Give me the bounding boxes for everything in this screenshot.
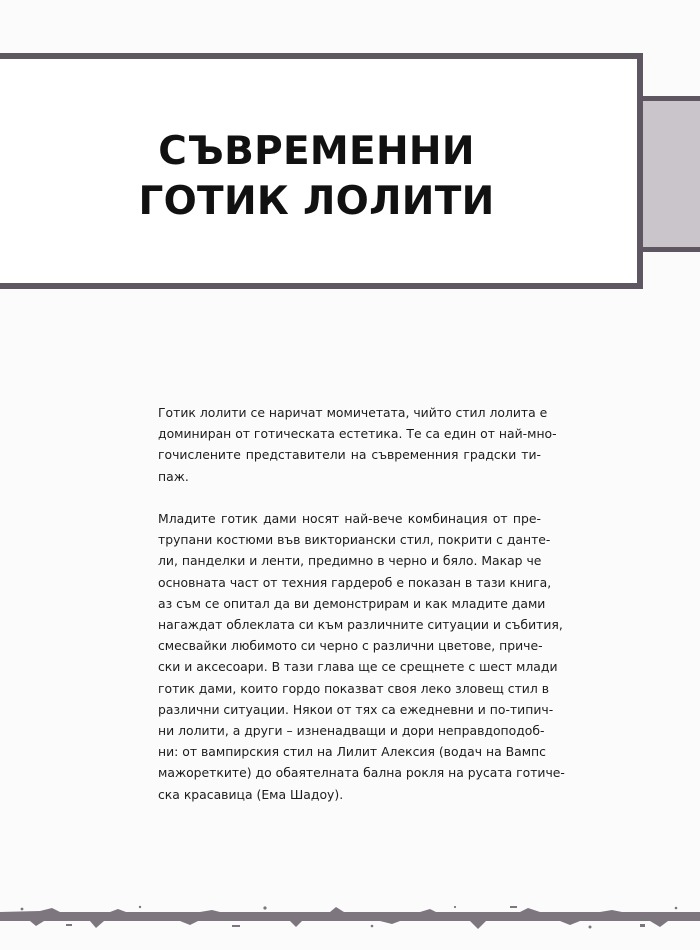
body-text — [158, 402, 565, 826]
text-line: ски и аксесоари. В тази глава ще се срещнете с шест млади — [158, 659, 558, 675]
text-line: мажоретките) до обаятелната бална рокля на русата готиче- — [158, 765, 565, 781]
text-line: ни лолити, а други – изненадващи и дори неправдоподоб- — [158, 723, 545, 739]
text-line: ни: от вампирския стил на Лилит Алексия (водач на Вампс — [158, 744, 546, 760]
text-line: Младите готик дами носят най-вече комбинация от пре- — [158, 511, 541, 526]
paragraph-1 — [158, 402, 557, 487]
text-line: различни ситуации. Някои от тях са ежедневни и по-типич- — [158, 701, 554, 717]
chapter-title-line-1: СЪВРЕМЕННИ — [158, 129, 475, 174]
paragraph-2 — [158, 508, 565, 805]
text-line: смесвайки любимото си черно с различни цветове, приче- — [158, 638, 543, 654]
text-line: доминиран от готическата естетика. Те са един от най-мно- — [158, 426, 557, 442]
side-tab-decoration — [640, 96, 700, 252]
text-line: нагаждат облеклата си към различните ситуации и събития, — [158, 617, 563, 633]
text-line: основната част от техния гардероб е показан в тази книга, — [158, 574, 552, 590]
text-line: готик дами, които гордо показват своя леко зловещ стил в — [158, 680, 550, 696]
title-box — [0, 53, 643, 289]
chapter-title — [0, 127, 637, 227]
text-line: аз съм се опитал да ви демонстрирам и как младите дами — [158, 595, 546, 611]
text-line: ска красавица (Ема Шадоу). — [158, 786, 344, 802]
text-line: ли, панделки и ленти, предимно в черно и бяло. Макар че — [158, 553, 542, 569]
text-line: трупани костюми във викториански стил, покрити с данте- — [158, 532, 551, 548]
text-line: паж. — [158, 468, 189, 484]
text-line: гочислените представители на съвременния градски ти- — [158, 447, 541, 463]
text-line: Готик лолити се наричат момичетата, чийто стил лолита е — [158, 405, 548, 420]
chapter-title-line-2: ГОТИК ЛОЛИТИ — [138, 179, 495, 224]
bottom-grunge-decoration — [0, 900, 700, 940]
